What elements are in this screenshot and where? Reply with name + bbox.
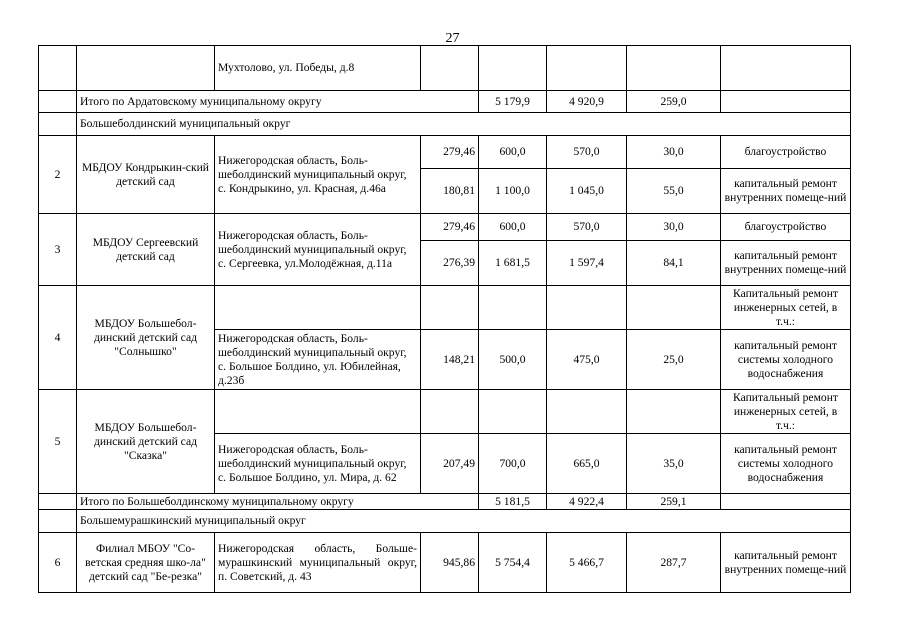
institution-name: Филиал МБОУ "Со-ветская средняя шко-ла" детский сад "Бе-резка"	[77, 533, 215, 593]
row-number: 3	[39, 214, 77, 286]
work-header-cell: Капитальный ремонт инженерных сетей, в т.ч.:	[721, 286, 851, 330]
local-cell: 259,1	[627, 494, 721, 510]
work-type-cell: благоустройство	[721, 214, 851, 241]
institution-name: МБДОУ Большебол-динский детский сад "Сказка"	[77, 390, 215, 494]
table-row	[39, 390, 851, 434]
table-row	[39, 286, 851, 330]
section-label: Большемурашкинский муниципальный округ	[77, 510, 851, 533]
total-cost-cell: 600,0	[479, 136, 547, 169]
regional-cell: 570,0	[547, 214, 627, 241]
regional-cell: 1 045,0	[547, 169, 627, 214]
work-header-cell: Капитальный ремонт инженерных сетей, в т.ч.:	[721, 390, 851, 434]
local-cell: 259,0	[627, 91, 721, 113]
total-row	[39, 91, 851, 113]
area-cell: 148,21	[421, 330, 479, 390]
work-type-cell: благоустройство	[721, 136, 851, 169]
row-number: 4	[39, 286, 77, 390]
program-table	[38, 45, 851, 593]
section-row	[39, 510, 851, 533]
total-cost-cell: 1 100,0	[479, 169, 547, 214]
row-number: 2	[39, 136, 77, 214]
work-type-cell: капитальный ремонт системы холодного водоснабжения	[721, 434, 851, 494]
address-cell: Нижегородская область, Боль-шеболдинский муниципальный округ, с. Большое Болдино, ул. Юбилейная, д.23б	[215, 330, 421, 390]
total-cost-cell: 5 181,5	[479, 494, 547, 510]
local-cell: 84,1	[627, 241, 721, 286]
address-cell: Мухтолово, ул. Победы, д.8	[215, 46, 421, 91]
total-cost-cell: 500,0	[479, 330, 547, 390]
regional-cell: 475,0	[547, 330, 627, 390]
total-label: Итого по Ардатовскому муниципальному округу	[77, 91, 479, 113]
total-cost-cell: 5 754,4	[479, 533, 547, 593]
regional-cell: 4 922,4	[547, 494, 627, 510]
regional-cell: 1 597,4	[547, 241, 627, 286]
area-cell: 180,81	[421, 169, 479, 214]
address-cell: Нижегородская область, Боль-шеболдинский муниципальный округ, с. Большое Болдино, ул. Мира, д. 62	[215, 434, 421, 494]
address-cell: Нижегородская область, Боль-шеболдинский муниципальный округ, с. Кондрыкино, ул. Красная, д.46а	[215, 136, 421, 214]
address-cell: Нижегородская область, Больше-мурашкинский муниципальный округ, п. Советский, д. 43	[215, 533, 421, 593]
work-type-cell: капитальный ремонт системы холодного водоснабжения	[721, 330, 851, 390]
area-cell: 276,39	[421, 241, 479, 286]
total-row	[39, 494, 851, 510]
total-cost-cell: 5 179,9	[479, 91, 547, 113]
table-row	[39, 136, 851, 169]
area-cell: 279,46	[421, 214, 479, 241]
work-type-cell: капитальный ремонт внутренних помеще-ний	[721, 533, 851, 593]
work-type-cell: капитальный ремонт внутренних помеще-ний	[721, 241, 851, 286]
institution-name: МБДОУ Кондрыкин-ский детский сад	[77, 136, 215, 214]
area-cell: 945,86	[421, 533, 479, 593]
table-row	[39, 46, 851, 91]
regional-cell: 570,0	[547, 136, 627, 169]
section-label: Большеболдинский муниципальный округ	[77, 113, 851, 136]
address-cell: Нижегородская область, Боль-шеболдинский муниципальный округ, с. Сергеевка, ул.Молодёжная, д.11а	[215, 214, 421, 286]
local-cell: 287,7	[627, 533, 721, 593]
local-cell: 30,0	[627, 136, 721, 169]
regional-cell: 665,0	[547, 434, 627, 494]
regional-cell: 4 920,9	[547, 91, 627, 113]
work-type-cell: капитальный ремонт внутренних помеще-ний	[721, 169, 851, 214]
institution-name: МБДОУ Большебол-динский детский сад "Солнышко"	[77, 286, 215, 390]
local-cell: 30,0	[627, 214, 721, 241]
page-number: 27	[445, 31, 460, 46]
section-row	[39, 113, 851, 136]
total-label: Итого по Большеболдинскому муниципальному округу	[77, 494, 479, 510]
local-cell: 35,0	[627, 434, 721, 494]
total-cost-cell: 600,0	[479, 214, 547, 241]
table-row	[39, 533, 851, 593]
local-cell: 55,0	[627, 169, 721, 214]
local-cell: 25,0	[627, 330, 721, 390]
area-cell: 279,46	[421, 136, 479, 169]
total-cost-cell: 700,0	[479, 434, 547, 494]
total-cost-cell: 1 681,5	[479, 241, 547, 286]
row-number: 5	[39, 390, 77, 494]
area-cell: 207,49	[421, 434, 479, 494]
regional-cell: 5 466,7	[547, 533, 627, 593]
table-row	[39, 214, 851, 241]
row-number: 6	[39, 533, 77, 593]
institution-name: МБДОУ Сергеевский детский сад	[77, 214, 215, 286]
